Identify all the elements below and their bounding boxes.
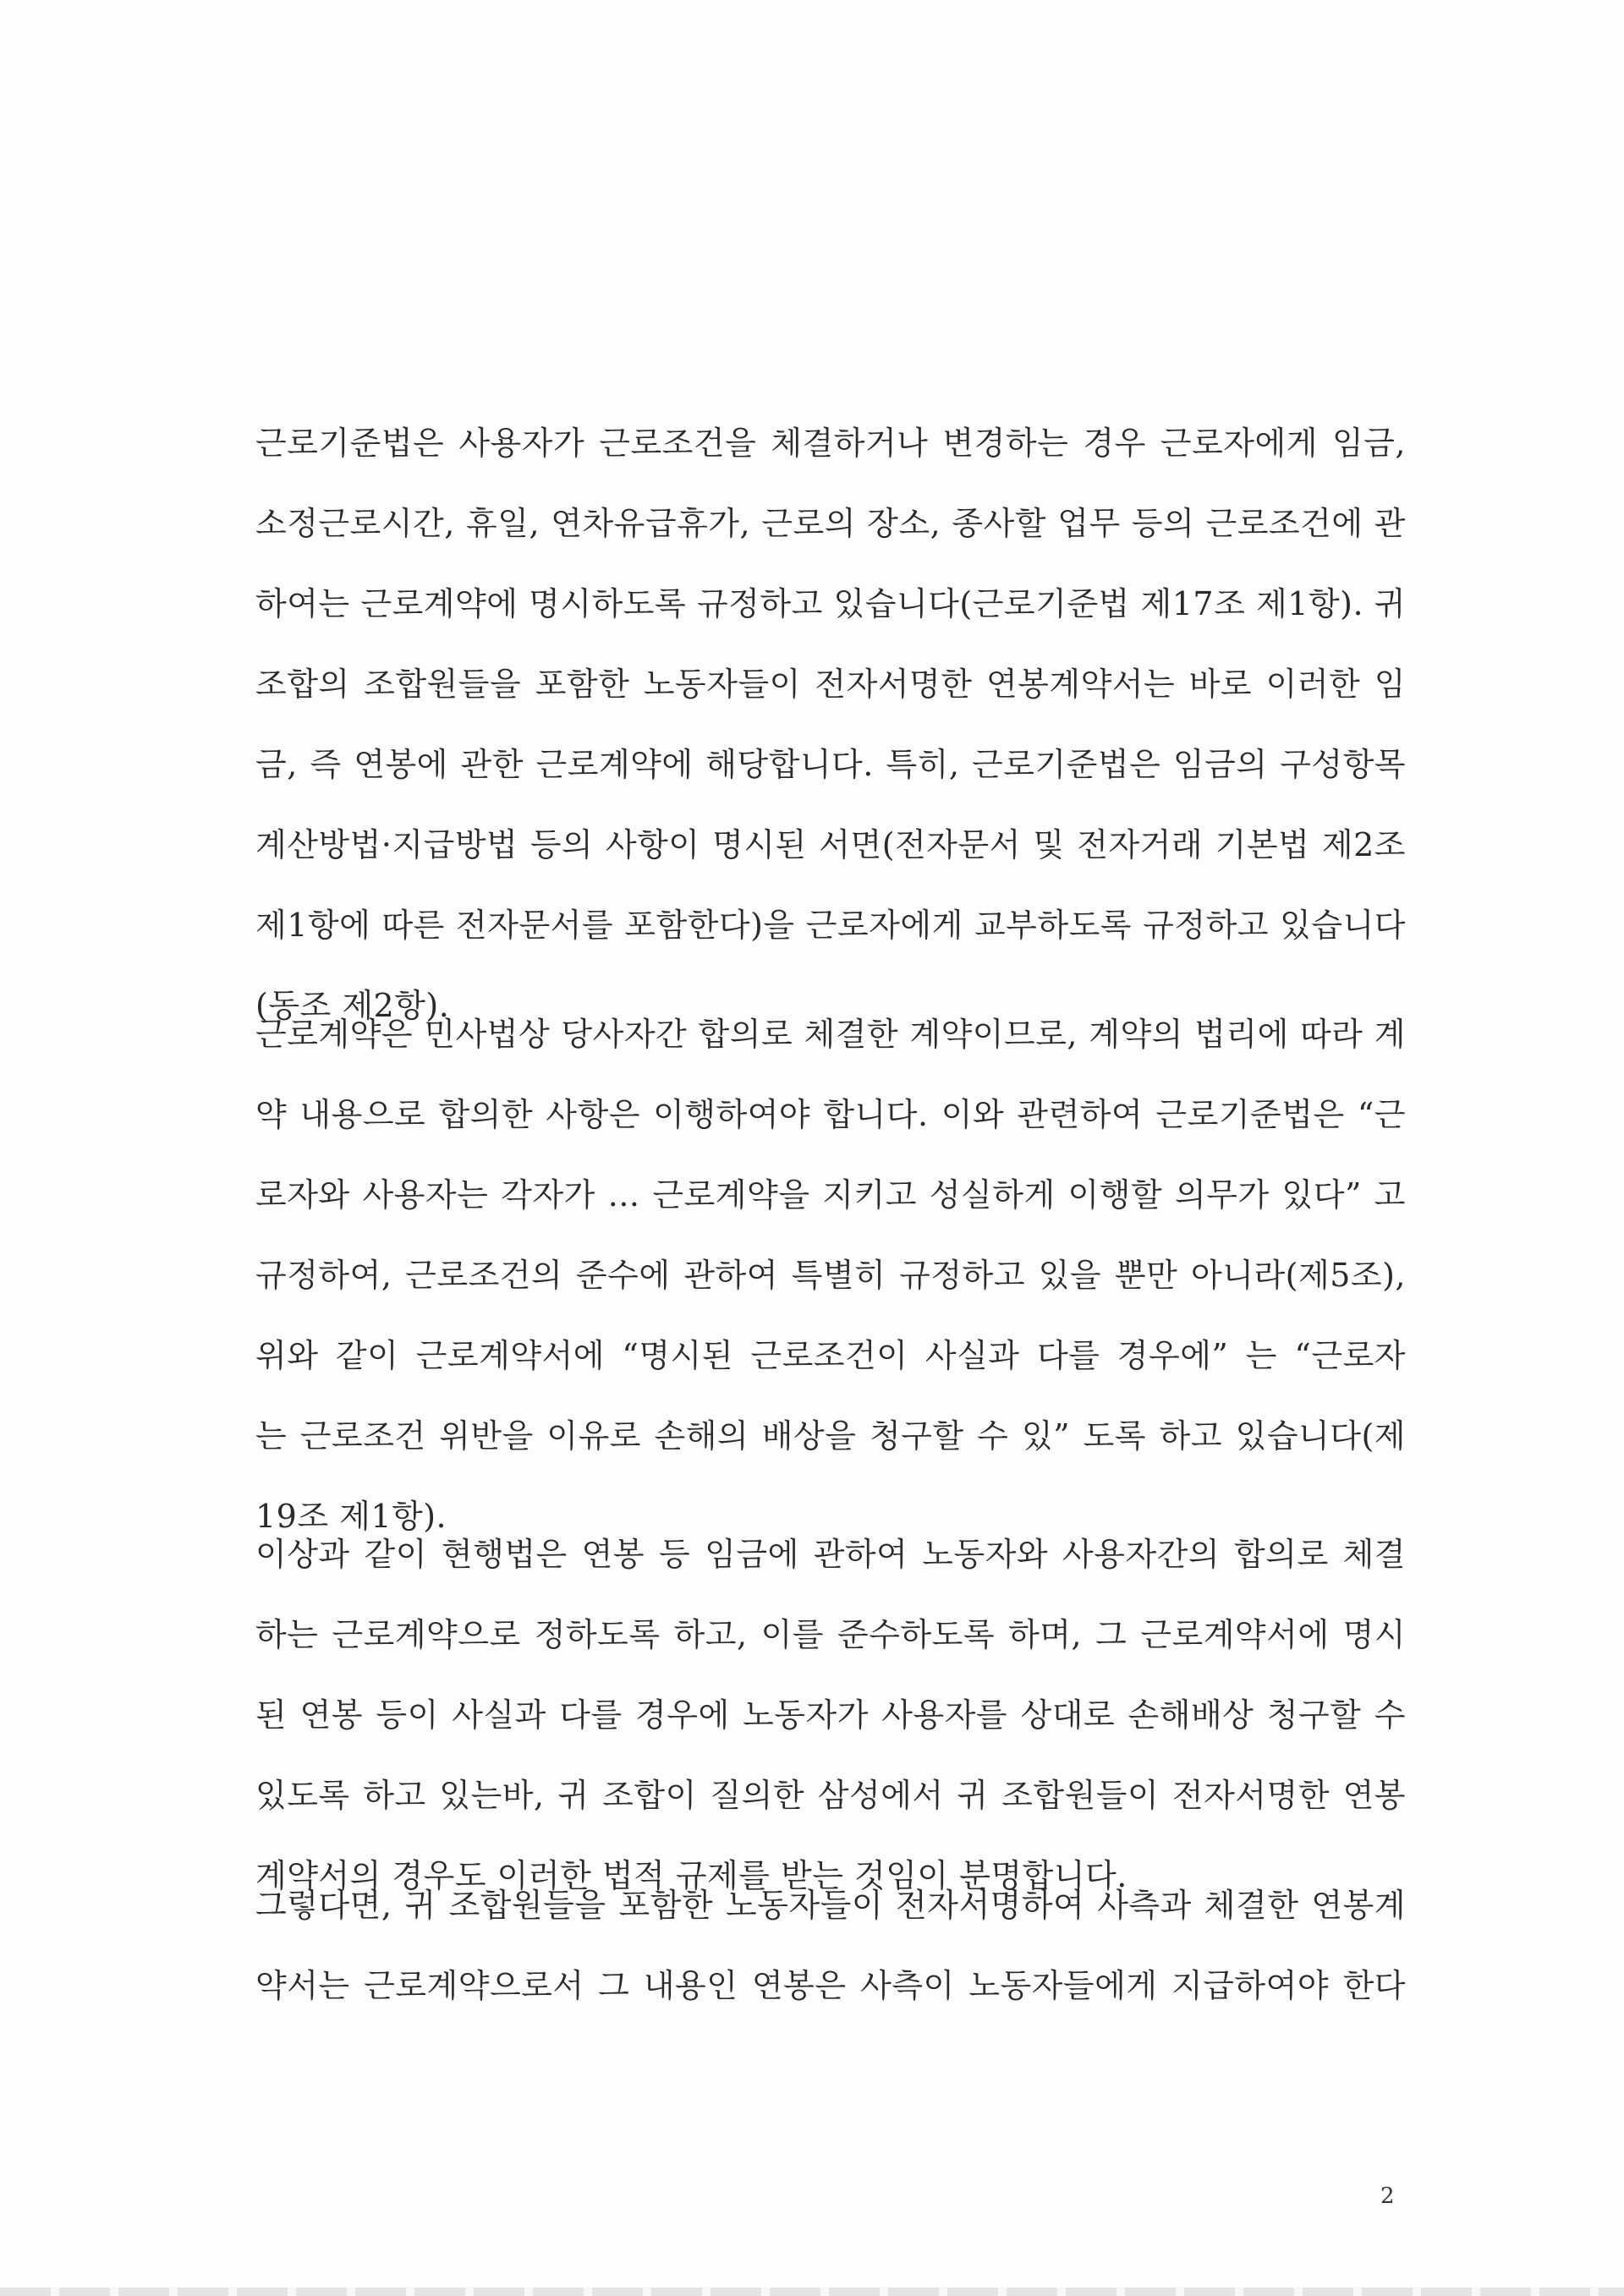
paragraph-2: [255, 995, 1406, 1557]
text-line: 근로계약은 민사법상 당사자간 합의로 체결한 계약이므로, 계약의 법리에 따라 계: [255, 1016, 1406, 1053]
paragraph-1: [255, 403, 1406, 1046]
text-line: 로자와 사용자는 각자가 ... 근로계약을 지키고 성실하게 이행할 의무가 있다” 고: [255, 1176, 1406, 1214]
text-line: 하는 근로계약으로 정하도록 하고, 이를 준수하도록 하며, 그 근로계약서에 명시: [255, 1616, 1406, 1653]
paragraph-3: [255, 1515, 1406, 1916]
text-line: 된 연봉 등이 사실과 다를 경우에 노동자가 사용자를 상대로 손해배상 청구할 수: [255, 1696, 1406, 1734]
text-line: 소정근로시간, 휴일, 연차유급휴가, 근로의 장소, 종사할 업무 등의 근로조건에 관: [255, 505, 1406, 542]
text-line: 조합의 조합원들을 포함한 노동자들이 전자서명한 연봉계약서는 바로 이러한 임: [255, 666, 1406, 703]
page-number: 2: [1380, 2184, 1395, 2209]
text-line: 계약서의 경우도 이러한 법적 규제를 받는 것임이 분명합니다.: [255, 1857, 1127, 1894]
text-line: 이상과 같이 현행법은 연봉 등 임금에 관하여 노동자와 사용자간의 합의로 체결: [255, 1536, 1406, 1573]
text-line: 위와 같이 근로계약서에 “명시된 근로조건이 사실과 다를 경우에” 는 “근로자: [255, 1337, 1406, 1374]
text-line: 금, 즉 연봉에 관한 근로계약에 해당합니다. 특히, 근로기준법은 임금의 구성항목: [255, 746, 1406, 783]
paragraph-4: [255, 1866, 1406, 2026]
text-line: 하여는 근로계약에 명시하도록 규정하고 있습니다(근로기준법 제17조 제1항). 귀: [255, 585, 1406, 622]
text-line: 약 내용으로 합의한 사항은 이행하여야 합니다. 이와 관련하여 근로기준법은 “근: [255, 1096, 1406, 1133]
text-line: 제1항에 따른 전자문서를 포함한다)을 근로자에게 교부하도록 규정하고 있습니다: [255, 907, 1406, 944]
text-line: 19조 제1항).: [255, 1498, 447, 1535]
text-line: 규정하여, 근로조건의 준수에 관하여 특별히 규정하고 있을 뿐만 아니라(제5조),: [255, 1257, 1406, 1294]
text-line: 근로기준법은 사용자가 근로조건을 체결하거나 변경하는 경우 근로자에게 임금,: [255, 425, 1406, 462]
text-line: 있도록 하고 있는바, 귀 조합이 질의한 삼성에서 귀 조합원들이 전자서명한 연봉: [255, 1777, 1406, 1814]
scan-bottom-edge: [0, 2288, 1624, 2296]
text-line: 약서는 근로계약으로서 그 내용인 연봉은 사측이 노동자들에게 지급하여야 한다: [255, 1967, 1406, 2004]
text-line: 는 근로조건 위반을 이유로 손해의 배상을 청구할 수 있” 도록 하고 있습니다(제: [255, 1417, 1406, 1455]
text-line: 그렇다면, 귀 조합원들을 포함한 노동자들이 전자서명하여 사측과 체결한 연봉계: [255, 1887, 1406, 1924]
text-line: (동조 제2항).: [255, 987, 450, 1024]
text-line: 계산방법·지급방법 등의 사항이 명시된 서면(전자문서 및 전자거래 기본법 제2조: [255, 826, 1406, 863]
